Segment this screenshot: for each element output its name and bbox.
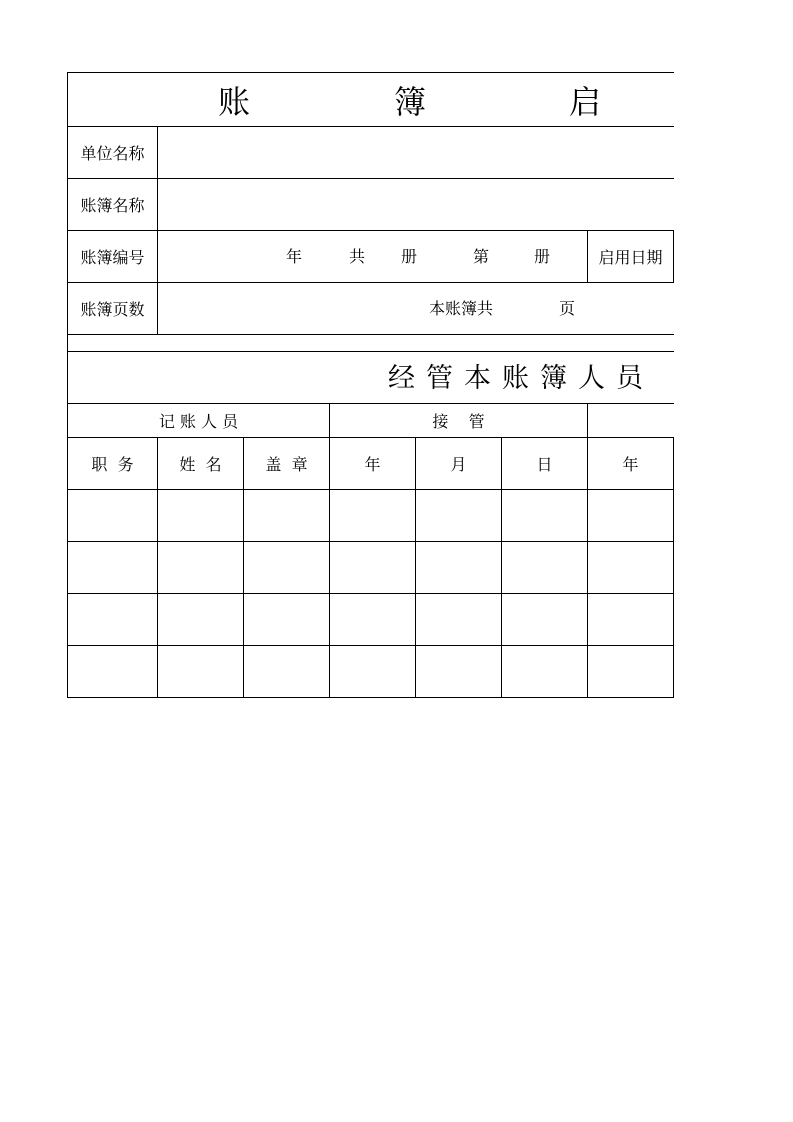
row-line-11 xyxy=(67,593,674,594)
col-header-seal: 盖 章 xyxy=(265,455,308,474)
book-number-volume-1: 册 xyxy=(401,247,418,266)
unit-name-label: 单位名称 xyxy=(80,144,145,163)
book-number-year: 年 xyxy=(286,247,303,266)
book-name-label: 账簿名称 xyxy=(80,196,145,215)
book-number-volume-2: 册 xyxy=(534,247,551,266)
title-char-2: 簿 xyxy=(394,83,427,121)
row-line-5 xyxy=(67,334,674,335)
book-name-field[interactable] xyxy=(158,179,673,230)
title-char-1: 账 xyxy=(218,83,251,121)
book-pages-suffix: 页 xyxy=(559,299,576,318)
border-bottom xyxy=(67,697,674,698)
row-line-12 xyxy=(67,645,674,646)
title-char-3: 启 xyxy=(569,83,602,121)
start-date-label: 启用日期 xyxy=(598,248,663,267)
group-handover: 接 管 xyxy=(432,412,485,431)
border-top xyxy=(67,72,674,73)
book-pages-field[interactable] xyxy=(158,283,673,334)
row-line-10 xyxy=(67,541,674,542)
col-header-month: 月 xyxy=(450,455,467,474)
col-header-year-2: 年 xyxy=(622,455,639,474)
col-header-name: 姓 名 xyxy=(179,455,222,474)
col-line-5 xyxy=(673,437,674,698)
section-title: 经管本账簿人员 xyxy=(388,363,654,394)
col-header-year: 年 xyxy=(364,455,381,474)
col-header-position: 职 务 xyxy=(91,455,134,474)
book-number-label: 账簿编号 xyxy=(80,248,145,267)
row-line-9 xyxy=(67,489,674,490)
col-header-day: 日 xyxy=(536,455,553,474)
unit-name-field[interactable] xyxy=(158,127,673,178)
row-line-6 xyxy=(67,351,674,352)
group-bookkeeper: 记 账 人 员 xyxy=(158,412,239,431)
book-pages-label: 账簿页数 xyxy=(80,300,145,319)
start-date-right-line xyxy=(673,230,674,283)
book-number-field[interactable] xyxy=(158,231,587,282)
book-number-order: 第 xyxy=(473,247,490,266)
book-number-total: 共 xyxy=(349,247,366,266)
book-pages-prefix: 本账簿共 xyxy=(429,299,494,318)
